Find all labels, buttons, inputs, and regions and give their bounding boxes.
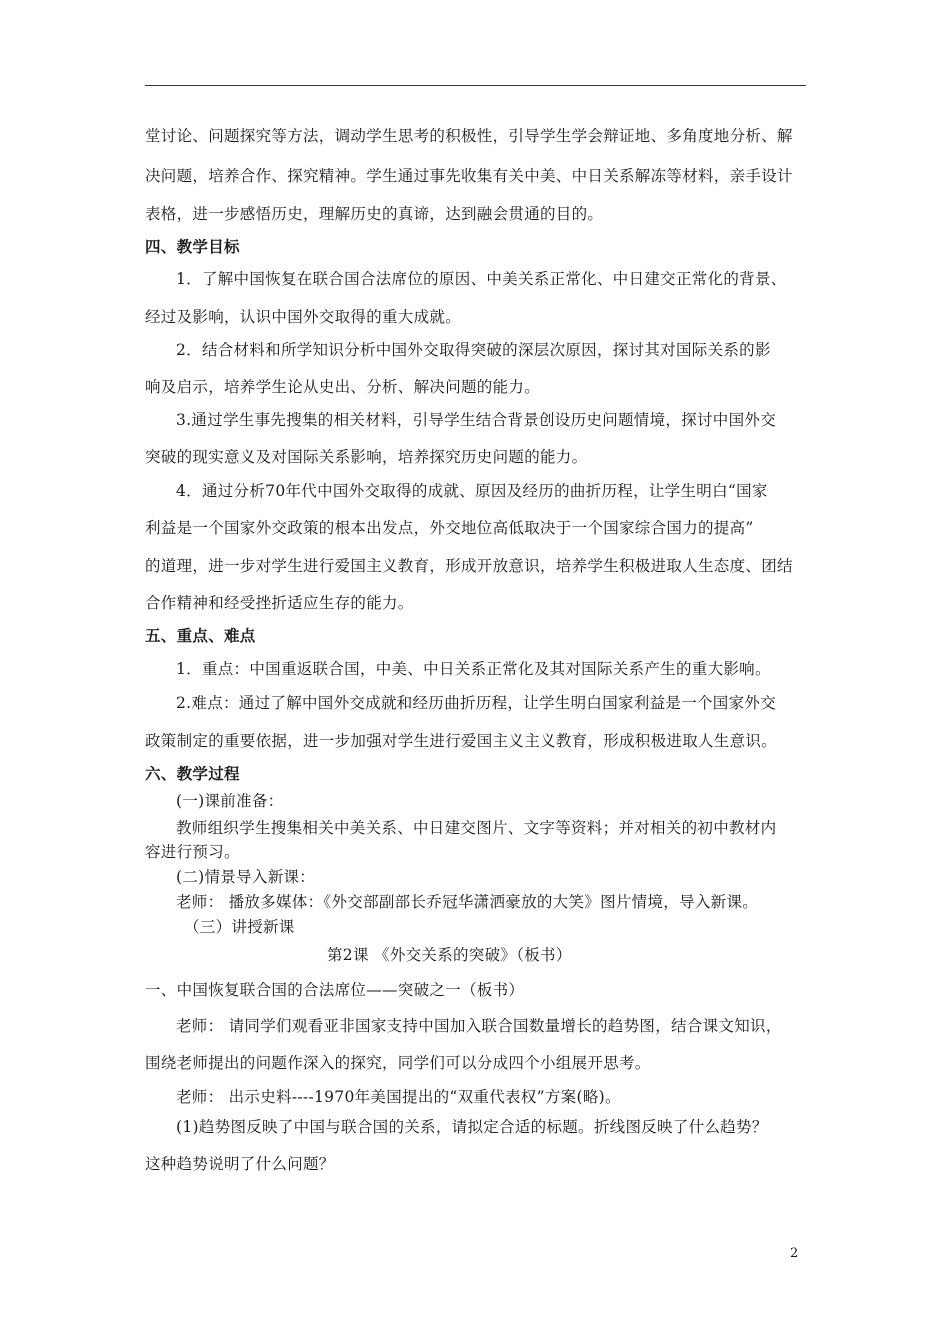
subheading-preparation: (一)课前准备：: [176, 792, 284, 810]
objective-2-line-1: 2．结合材料和所学知识分析中国外交取得突破的深层次原因，探讨其对国际关系的影: [176, 341, 771, 359]
para-line-3: 表格，进一步感悟历史，理解历史的真谛，达到融会贯通的目的。: [145, 205, 604, 223]
question-1-line-1: (1)趋势图反映了中国与联合国的关系，请拟定合适的标题。折线图反映了什么趋势？: [176, 1118, 768, 1136]
section-heading-key-points: 五、重点、难点: [145, 626, 256, 645]
page-number: 2: [790, 1246, 799, 1261]
objective-4-line-3: 的道理，进一步对学生进行爱国主义教育，形成开放意识，培养学生积极进取人生态度、团结: [145, 557, 793, 575]
difficulty-line-1: 2.难点：通过了解中国外交成就和经历曲折历程，让学生明白国家利益是一个国家外交: [176, 694, 776, 712]
section-heading-process: 六、教学过程: [145, 764, 240, 783]
teacher-multimedia-line: 老师： 播放多媒体：《外交部副部长乔冠华潇洒豪放的大笑》图片情境，导入新课。: [176, 893, 759, 911]
topic-heading-un-seat: 一、中国恢复联合国的合法席位——突破之一（板书）: [145, 981, 525, 999]
objective-3-line-2: 突破的现实意义及对国际关系影响，培养探究历史问题的能力。: [145, 448, 588, 466]
para-line-1: 堂讨论、问题探究等方法，调动学生思考的积极性，引导学生学会辩证地、多角度地分析、解: [145, 127, 793, 145]
key-point-1: 1．重点：中国重返联合国，中美、中日关系正常化及其对国际关系产生的重大影响。: [176, 660, 771, 678]
subheading-new-lesson: （三）讲授新课: [184, 918, 295, 936]
teacher-trend-line-2: 围绕老师提出的问题作深入的探究，同学们可以分成四个小组展开思考。: [145, 1054, 651, 1072]
para-line-2: 决问题，培养合作、探究精神。学生通过事先收集有关中美、中日关系解冻等材料，亲手设计: [145, 167, 793, 185]
teacher-trend-line-1: 老师： 请同学们观看亚非国家支持中国加入联合国数量增长的趋势图，结合课文知识，: [176, 1017, 782, 1035]
objective-4-line-4: 合作精神和经受挫折适应生存的能力。: [145, 594, 414, 612]
header-rule: [145, 85, 806, 86]
preparation-line-2: 容进行预习。: [145, 843, 240, 861]
objective-2-line-2: 响及启示，培养学生论从史出、分析、解决问题的能力。: [145, 378, 541, 396]
teacher-source-line: 老师： 出示史料----1970年美国提出的“双重代表权”方案(略)。: [176, 1088, 621, 1106]
objective-4-line-1: 4．通过分析70年代中国外交取得的成就、原因及经历的曲折历程，让学生明白“国家: [176, 482, 768, 500]
section-heading-objectives: 四、教学目标: [145, 237, 240, 256]
objective-4-line-2: 利益是一个国家外交政策的根本出发点，外交地位高低取决于一个国家综合国力的提高”: [145, 519, 754, 537]
question-1-line-2: 这种趋势说明了什么问题？: [145, 1155, 335, 1173]
objective-3-line-1: 3.通过学生事先搜集的相关材料，引导学生结合背景创设历史问题情境，探讨中国外交: [176, 411, 776, 429]
subheading-introduction: (二)情景导入新课：: [176, 868, 316, 886]
objective-1-line-1: 1．了解中国恢复在联合国合法席位的原因、中美关系正常化、中日建交正常化的背景、: [176, 270, 787, 288]
objective-1-line-2: 经过及影响，认识中国外交取得的重大成就。: [145, 308, 462, 326]
preparation-line-1: 教师组织学生搜集相关中美关系、中日建交图片、文字等资料；并对相关的初中教材内: [176, 819, 777, 837]
lesson-title: 第2课 《外交关系的突破》（板书）: [327, 946, 572, 964]
difficulty-line-2: 政策制定的重要依据，进一步加强对学生进行爱国主义主义教育，形成积极进取人生意识。: [145, 732, 778, 750]
